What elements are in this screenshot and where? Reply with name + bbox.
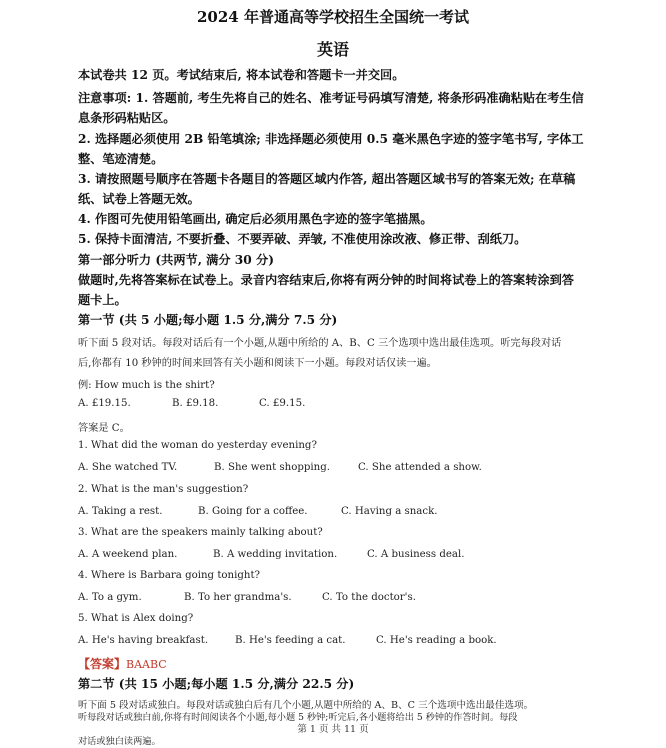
intro-line: 5. 保持卡面清洁, 不要折叠、不要弄破、弄皱, 不准使用涂改液、修正带、刮纸刀。 — [78, 232, 527, 246]
part-heading: 第一部分听力 (共两节, 满分 30 分) — [78, 253, 274, 267]
answer-option: A. He's having breakfast. — [78, 635, 209, 646]
answer-option: A. Taking a rest. — [78, 506, 163, 517]
example-option: B. £9.18. — [172, 398, 219, 409]
directions-line: 听下面 5 段对话。每段对话后有一个小题,从题中所给的 A、B、C 三个选项中选出最佳选项。听完每段对话 — [78, 338, 562, 349]
intro-line: 做题时,先将答案标在试卷上。录音内容结束后,你将有两分钟的时间将试卷上的答案转涂到答 — [78, 273, 574, 287]
answer-option: C. Having a snack. — [341, 506, 438, 517]
answer-option: B. To her grandma's. — [184, 592, 292, 603]
intro-line: 4. 作图可先使用铅笔画出, 确定后必须用黑色字迹的签字笔描黑。 — [78, 212, 433, 226]
example-answer: 答案是 C。 — [78, 423, 130, 434]
answer-option: B. A wedding invitation. — [213, 549, 338, 560]
page-footer: 第 1 页 共 11 页 — [297, 724, 369, 735]
question-text: 1. What did the woman do yesterday evening? — [78, 440, 317, 451]
intro-line: 题卡上。 — [78, 293, 127, 307]
section-heading: 第一节 (共 5 小题;每小题 1.5 分,满分 7.5 分) — [78, 313, 338, 327]
answer-option: C. He's reading a book. — [376, 635, 497, 646]
question-text: 5. What is Alex doing? — [78, 613, 194, 624]
section-heading: 第二节 (共 15 小题;每小题 1.5 分,满分 22.5 分) — [78, 677, 355, 691]
intro-line: 本试卷共 12 页。考试结束后, 将本试卷和答题卡一并交回。 — [78, 68, 405, 82]
answer-key-label: 【答案】 — [78, 657, 127, 671]
directions-line: 对话或独白读两遍。 — [78, 736, 161, 747]
question-text: 2. What is the man's suggestion? — [78, 484, 249, 495]
answer-option: B. She went shopping. — [214, 462, 330, 473]
answer-option: A. To a gym. — [78, 592, 142, 603]
answer-option: A. A weekend plan. — [78, 549, 178, 560]
subject-title: 英语 — [316, 40, 349, 59]
intro-line: 3. 请按照题号顺序在答题卡各题目的答题区域内作答, 超出答题区域书写的答案无效; 在草稿 — [78, 172, 576, 186]
answer-option: B. Going for a coffee. — [198, 506, 308, 517]
question-text: 3. What are the speakers mainly talking about? — [78, 527, 323, 538]
intro-line: 2. 选择题必须使用 2B 铅笔填涂; 非选择题必须使用 0.5 毫米黑色字迹的签字笔书写, 字体工 — [78, 132, 584, 146]
exam-title: 2024 年普通高等学校招生全国统一考试 — [197, 8, 469, 26]
answer-option: C. To the doctor's. — [322, 592, 416, 603]
answer-key-value: BAABC — [126, 658, 167, 671]
example-option: C. £9.15. — [259, 398, 306, 409]
directions-line: 听下面 5 段对话或独白。每段对话或独白后有几个小题,从题中所给的 A、B、C 三个选项中选出最佳选项。 — [78, 700, 534, 711]
example-option: A. £19.15. — [78, 398, 131, 409]
answer-key — [78, 653, 167, 672]
directions-line: 听每段对话或独白前,你将有时间阅读各个小题,每小题 5 秒钟;听完后,各小题将给出 5 秒钟的作答时间。每段 — [78, 712, 518, 723]
answer-option: C. A business deal. — [367, 549, 465, 560]
intro-line: 息条形码粘贴区。 — [78, 111, 176, 125]
answer-option: C. She attended a show. — [358, 462, 482, 473]
answer-option: B. He's feeding a cat. — [235, 635, 346, 646]
example-question: 例: How much is the shirt? — [78, 380, 215, 391]
intro-line: 整、笔迹清楚。 — [78, 152, 164, 166]
intro-line: 纸、试卷上答题无效。 — [78, 192, 200, 206]
question-text: 4. Where is Barbara going tonight? — [78, 570, 261, 581]
intro-line: 注意事项: 1. 答题前, 考生先将自己的姓名、准考证号码填写清楚, 将条形码准确粘贴在考生信 — [78, 91, 584, 105]
directions-line: 后,你都有 10 秒钟的时间来回答有关小题和阅读下一小题。每段对话仅读一遍。 — [78, 358, 437, 369]
answer-option: A. She watched TV. — [78, 462, 178, 473]
